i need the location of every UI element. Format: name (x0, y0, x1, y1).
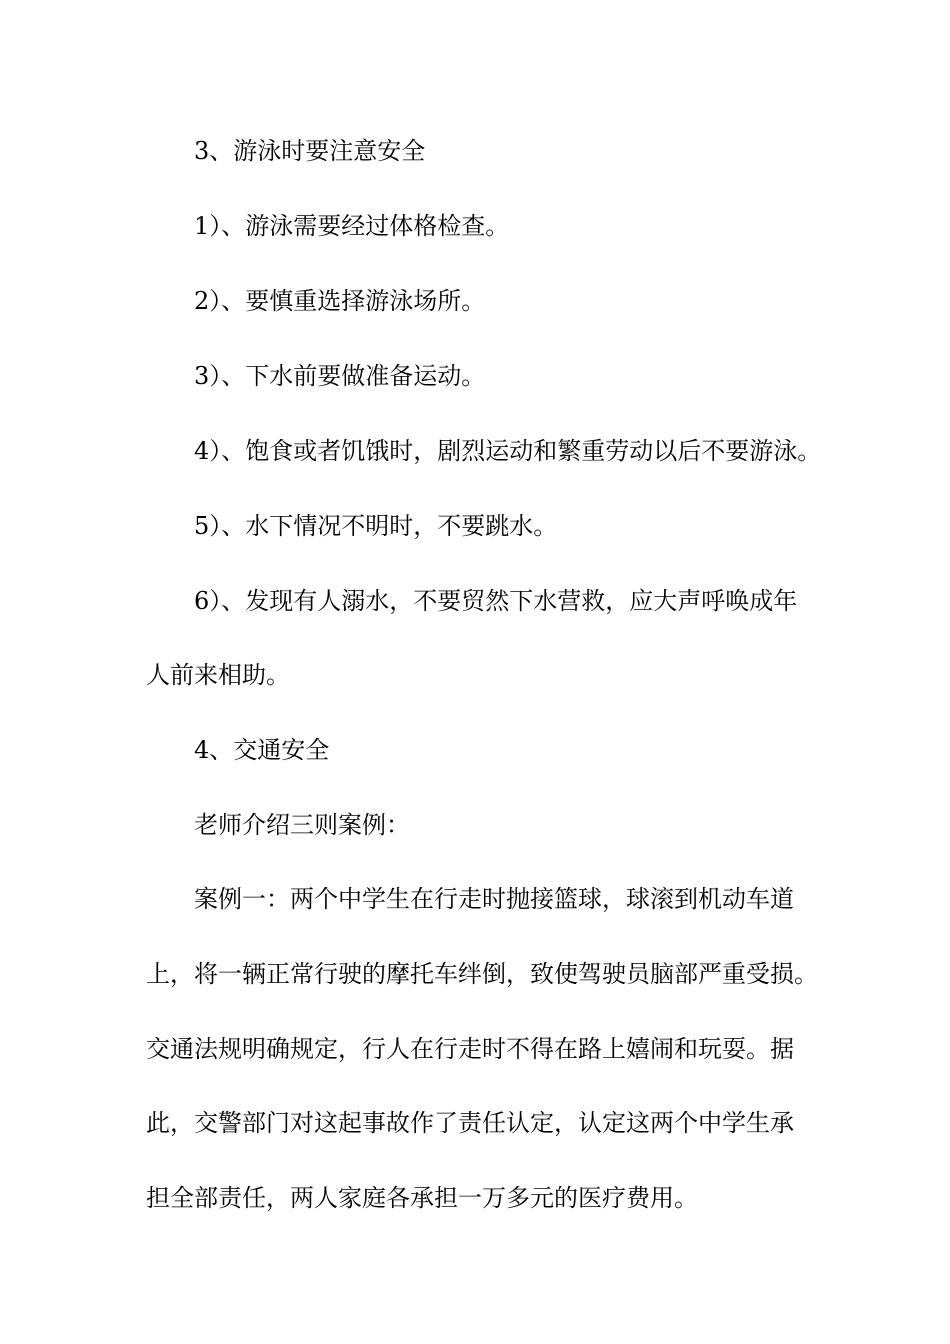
paragraph: 老师介绍三则案例： (194, 811, 410, 839)
list-item: 5）、水下情况不明时，不要跳水。 (194, 512, 558, 540)
list-item-continuation: 人前来相助。 (146, 661, 290, 689)
paragraph-line: 上，将一辆正常行驶的摩托车绊倒，致使驾驶员脑部严重受损。 (146, 960, 818, 988)
paragraph: 案例一：两个中学生在行走时抛接篮球，球滚到机动车道 (194, 885, 794, 913)
list-item: 3）、下水前要做准备运动。 (194, 362, 486, 390)
section-heading-traffic-safety: 4、交通安全 (194, 736, 330, 764)
list-item: 1）、游泳需要经过体格检查。 (194, 212, 510, 240)
paragraph-line: 担全部责任，两人家庭各承担一万多元的医疗费用。 (146, 1184, 698, 1212)
list-item: 4）、饱食或者饥饿时，剧烈运动和繁重劳动以后不要游泳。 (194, 437, 822, 465)
list-item: 2）、要慎重选择游泳场所。 (194, 287, 486, 315)
section-heading-swimming-safety: 3、游泳时要注意安全 (194, 137, 426, 165)
paragraph-line: 此，交警部门对这起事故作了责任认定，认定这两个中学生承 (146, 1109, 794, 1137)
paragraph-line: 交通法规明确规定，行人在行走时不得在路上嬉闹和玩耍。据 (146, 1035, 794, 1063)
list-item: 6）、发现有人溺水，不要贸然下水营救，应大声呼唤成年 (194, 587, 798, 615)
